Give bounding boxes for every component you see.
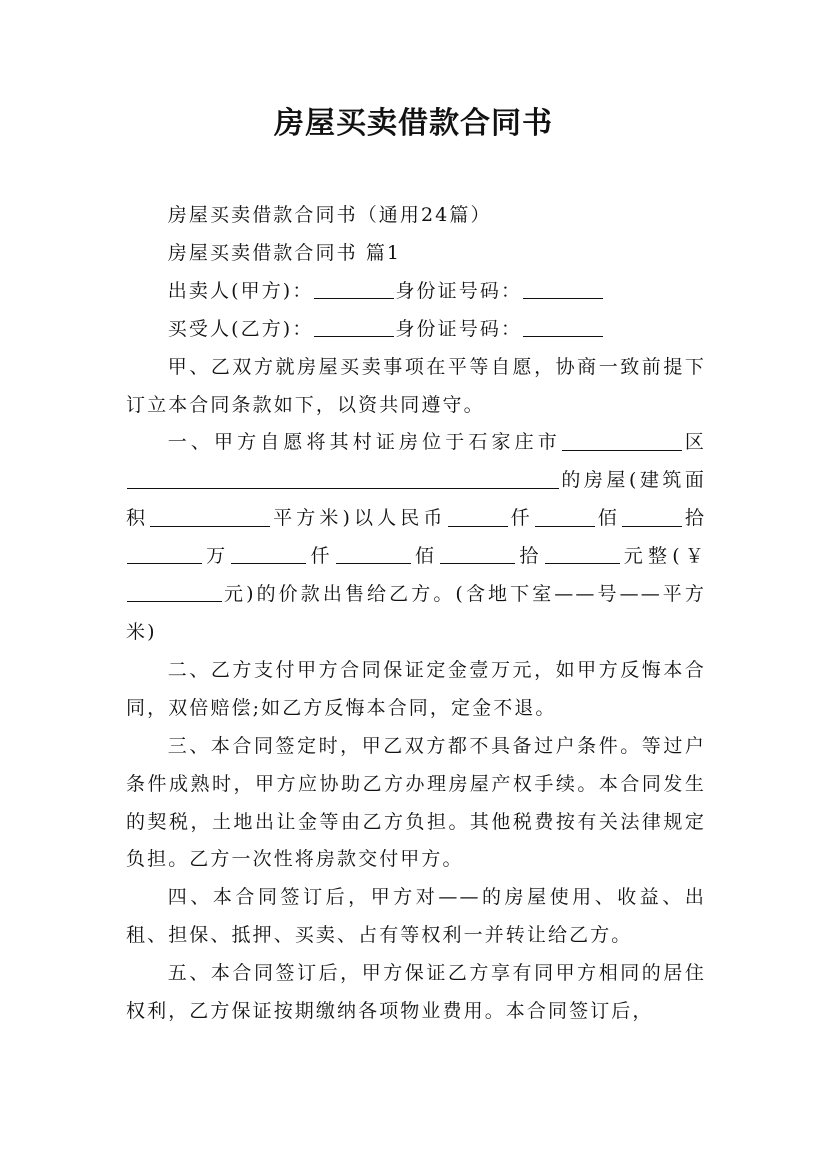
buyer-name-blank xyxy=(314,316,394,337)
document-title: 房屋买卖借款合同书 xyxy=(274,106,553,141)
clause-1-wan: 万 xyxy=(203,545,231,568)
address-blank xyxy=(127,468,559,489)
clause-1-part1: 一、甲方自愿将其村证房位于石家庄市 xyxy=(167,431,561,454)
clause-1-paragraph xyxy=(126,424,706,651)
clause-1-house-area: 的房屋(建筑面积 xyxy=(126,469,706,530)
buyer-id-label: 身份证号码： xyxy=(395,317,523,340)
clause-1-bai2: 佰 xyxy=(411,545,440,568)
section-heading: 房屋买卖借款合同书 篇1 xyxy=(167,241,402,264)
clause-1-qian2: 仟 xyxy=(307,545,335,568)
seller-name-blank xyxy=(314,278,394,299)
clause-2-paragraph: 二、乙方支付甲方合同保证定金壹万元，如甲方反悔本合同，双倍赔偿;如乙方反悔本合同，定金不退。 xyxy=(126,658,706,719)
clause-1-bai: 佰 xyxy=(595,507,621,530)
clause-5-paragraph: 五、本合同签订后，甲方保证乙方享有同甲方相同的居住权利，乙方保证按期缴纳各项物业费用。本合同签订后， xyxy=(126,962,706,1023)
clause-1-sqm-rmb: 平方米)以人民币 xyxy=(271,507,447,530)
buyer-id-blank xyxy=(523,316,603,337)
amount-blank-3 xyxy=(622,506,682,527)
seller-line xyxy=(126,273,706,311)
clause-1-yuan-zheng: 元整(￥ xyxy=(620,545,706,568)
amount-blank-8 xyxy=(545,543,620,564)
clause-1-shi2: 拾 xyxy=(516,545,544,568)
seller-label: 出卖人(甲方)： xyxy=(167,279,314,302)
amount-blank-1 xyxy=(448,506,508,527)
clause-1-tail: 元)的价款出售给乙方。(含地下室——号——平方米) xyxy=(126,583,706,643)
buyer-line xyxy=(126,311,706,349)
amount-blank-4 xyxy=(127,543,202,564)
intro-line: 房屋买卖借款合同书（通用24篇） xyxy=(167,204,492,226)
clause-1-qian: 仟 xyxy=(508,507,534,530)
seller-id-label: 身份证号码： xyxy=(395,279,523,302)
buyer-label: 买受人(乙方)： xyxy=(167,317,314,340)
clause-1-district: 区 xyxy=(682,431,706,454)
clause-4-paragraph: 四、本合同签订后，甲方对——的房屋使用、收益、出租、担保、抵押、买卖、占有等权利一并转让给乙方。 xyxy=(126,886,706,947)
seller-id-blank xyxy=(523,278,603,299)
amount-figure-blank xyxy=(127,581,222,602)
amount-blank-2 xyxy=(535,506,595,527)
document-body xyxy=(126,197,706,1031)
clause-1-shi: 拾 xyxy=(682,507,706,530)
amount-blank-5 xyxy=(231,543,306,564)
amount-blank-7 xyxy=(440,543,515,564)
area-blank xyxy=(150,506,270,527)
amount-blank-6 xyxy=(336,543,411,564)
clause-3-paragraph: 三、本合同签定时，甲乙双方都不具备过户条件。等过户条件成熟时，甲方应协助乙方办理房屋产权手续。本合同发生的契税，土地出让金等由乙方负担。其他税费按有关法律规定负担。乙方一次性将房款交付甲方。 xyxy=(126,734,706,871)
district-blank xyxy=(562,430,682,451)
preamble-paragraph: 甲、乙双方就房屋买卖事项在平等自愿，协商一致前提下订立本合同条款如下，以资共同遵守。 xyxy=(126,355,706,416)
